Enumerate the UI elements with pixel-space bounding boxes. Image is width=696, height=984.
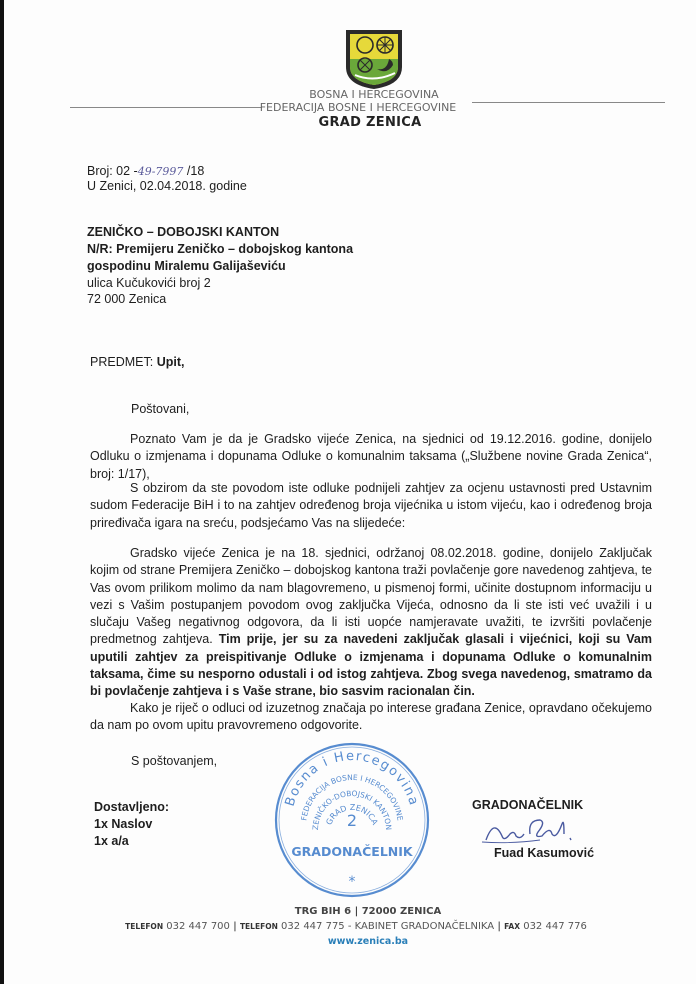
footer-address: TRG BIH 6 | 72000 ZENICA — [294, 906, 442, 917]
header-divider-right — [472, 102, 665, 103]
subject-value: Upit, — [156, 355, 185, 369]
signature-icon — [480, 812, 590, 848]
svg-text:Bosna i Hercegovina: Bosna i Hercegovina — [282, 748, 422, 809]
recipient-city: 72 000 Zenica — [87, 292, 167, 306]
recipient-street: ulica Kučukovići broj 2 — [87, 276, 211, 290]
reference-label: Broj: 02 - — [87, 164, 138, 178]
body-paragraph-2: S obzirom da ste povodom iste odluke podnijeli zahtjev za ocjenu ustavnosti pred Ustavnim sudom Federacije BiH i to na zahtjev određenog broja vijećnika u istom vijeću, kao i određenog broja priređivača igara na sreću, podsjećamo Vas na slijedeće: — [90, 481, 652, 530]
body-paragraph-1: Poznato Vam je da je Gradsko vijeće Zenica, na sjednici od 19.12.2016. godine, donijelo Odluku o izmjenama i dopunama Odluke o komunalnim taksama („Službene novine Grada Zenica“, broj: 1/17), — [90, 432, 652, 481]
delivered-item: 1x Naslov — [94, 817, 153, 831]
signatory-name: Fuad Kasumović — [494, 846, 595, 860]
delivered-item: 1x a/a — [94, 834, 129, 848]
reference-handwritten-number: 49-7997 — [137, 165, 184, 178]
footer-contacts: TELEFON 032 447 700 | TELEFON 032 447 775 - KABINET GRADONAČELNIKA | FAX 032 447 776 — [125, 921, 587, 932]
header-federation: FEDERACIJA BOSNE I HERCEGOVINE — [259, 101, 457, 114]
body-paragraph-4: Kako je riječ o odluci od izuzetnog značaja po interese građana Zenice, opravdano očekujemo da nam po ovom upitu pravovremeno odgovorite. — [90, 701, 652, 733]
delivered-label: Dostavljeno: — [94, 800, 170, 814]
svg-text:GRADONAČELNIK: GRADONAČELNIK — [291, 844, 413, 859]
header-country: BOSNA I HERCEGOVINA — [309, 88, 439, 101]
reference-number — [87, 164, 204, 179]
reference-suffix: /18 — [186, 164, 205, 178]
salutation: Poštovani, — [131, 402, 190, 416]
closing: S poštovanjem, — [131, 754, 218, 768]
footer-website-link[interactable]: www.zenica.ba — [327, 936, 409, 947]
date-line: U Zenici, 02.04.2018. godine — [87, 179, 247, 193]
svg-text:ZENIČKO-DOBOJSKI KANTON: ZENIČKO-DOBOJSKI KANTON — [310, 788, 394, 831]
svg-text:GRAD ZENICA: GRAD ZENICA — [324, 802, 380, 827]
recipient-canton: ZENIČKO – DOBOJSKI KANTON — [87, 225, 280, 239]
official-stamp-icon — [272, 740, 432, 900]
subject-label: PREDMET: — [90, 355, 154, 369]
recipient-attention: N/R: Premijeru Zeničko – dobojskog kantona — [87, 242, 354, 256]
svg-text:FEDERACIJA BOSNE I HERCEGOVINE: FEDERACIJA BOSNE I HERCEGOVINE — [299, 772, 405, 822]
signatory-title: GRADONAČELNIK — [472, 798, 584, 812]
recipient-name: gospodinu Miralemu Galijaševiću — [87, 259, 286, 273]
subject-line — [90, 355, 184, 370]
coat-of-arms-icon — [343, 27, 405, 91]
scan-edge — [0, 0, 4, 984]
body-paragraph-3-emphasis: Tim prije, jer su za navedeni zaključak glasali i vijećnici, koji su Vam uputili zahtjev za preispitivanje Odluke o izmjenama i dopunama Odluke o komunalnim taksama, čime su nesporno odustali i od istog zahtjeva. Zbog svega navedenog, smatramo da bi povlačenje zahtjeva i s Vaše strane, bio sasvim racionalan čin. — [90, 632, 652, 699]
svg-text:2: 2 — [346, 811, 358, 830]
header-city: GRAD ZENICA — [318, 115, 422, 130]
svg-text:*: * — [348, 874, 356, 890]
body-paragraph-3: Gradsko vijeće Zenica je na 18. sjednici, održanoj 08.02.2018. godine, donijelo Zaključak kojim od strane Premijera Zeničko – dobojskog kantona traži povlačenje gore navedenog zahtjeva, te Vas ovom prilikom molimo da nam blagovremeno, u pismenoj formi, učinite dostupnom informaciju u vezi s Vašim postupanjem povodom ovog zaključka Vijeća, odnosno da li ste isti već uvažili i u slučaju Vašeg negativnog odgovora, da li isti uopće namjeravate uvažiti, te izvršiti povlačenje predmetnog zahtjeva. Tim prije, jer su za navedeni zaključak glasali i vijećnici, koji su Vam uputili zahtjev za preispitivanje Odluke o izmjenama i dopunama Odluke o komunalnim taksama, čime su nesporno odustali i od istog zahtjeva. Zbog svega navedenog, smatramo da bi povlačenje zahtjeva i s Vaše strane, bio sasvim racionalan čin. — [90, 546, 652, 699]
